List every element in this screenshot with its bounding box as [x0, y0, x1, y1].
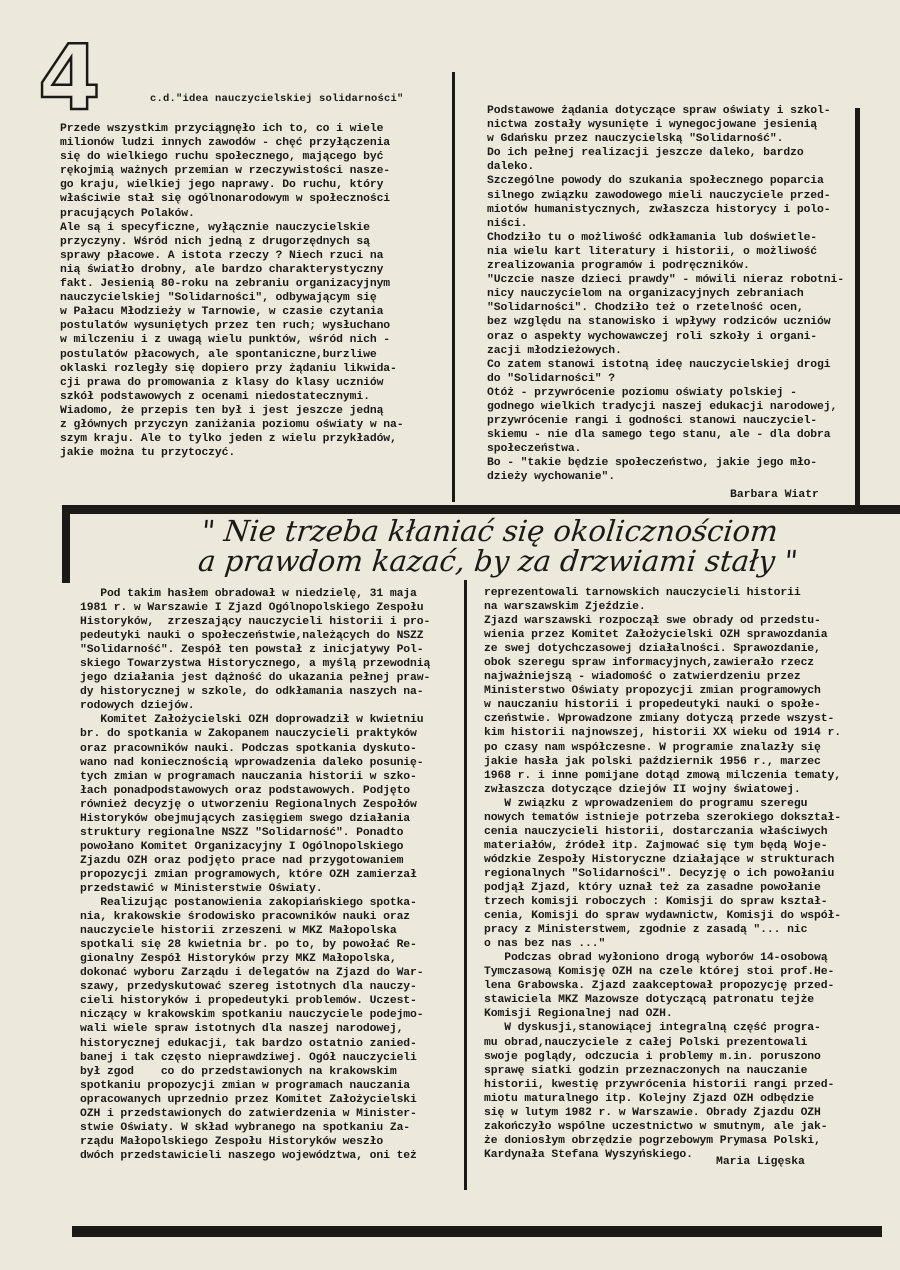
page-number: 4 — [38, 26, 101, 131]
headline-line-2: a prawdom kazać, by za drzwiami stały " — [196, 544, 800, 578]
article2-right-column: reprezentowali tarnowskich nauczycieli historii na warszawskim Zjeździe. Zjazd warszawski rozpoczął swe obrady od przedstu- wienia przez Komitet Założycielski OZH sprawozdania ze swej dotychczasowej działalności. Sprawozdanie, obok szeregu spraw informacyjnych,zawierało rzecz najważniejszą - wiadomość o zatwierdzeniu przez Ministerstwo Oświaty propozycji zmian programowych w nauczaniu historii i propedeutyki nauki o społe- czeństwie. Wprowadzone zmiany dotyczą przede wszyst- kim historii najnowszej, historii XX wieku od 1914 r. po czasy nam współczesne. W programie znalazły się jakie hasła jak polski październik 1956 r., marzec 1968 r. i inne pomijane dotąd zmową milczenia tematy, zwłaszcza dotyczące dziejów II wojny światowej. W związku z wprowadzeniem do programu szeregu nowych tematów istnieje potrzeba szerokiego dokształ- cenia nauczycieli historii, dostarczania właściwych materiałów, źródeł itp. Zajmować się tym będą Woje- wódzkie Zespoły Historyczne działające w strukturach regionalnych "Solidarności". Decyzję o ich powołaniu podjął Zjazd, który uznał też za zasadne powołanie trzech komisji roboczych : Komisji do spraw kształ- cenia, Komisji do spraw wydawnictw, Komisji do współ- pracy z Ministerstwem, zgodnie z zasadą "... nic o nas bez nas ..." Podczas obrad wyłoniono drogą wyborów 14-osobową Tymczasową Komisję OZH na czele której stoi prof.He- lena Grabowska. Zjazd zaakceptował propozycję przed- stawiciela MKZ Mazowsze dotyczącą patronatu tejże Komisji Regionalnej nad OZH. W dyskusji,stanowiącej integralną część progra- mu obrad,nauczyciele z całej Polski prezentowali swoje poglądy, odczucia i problemy m.in. poruszono sprawę siatki godzin przeznaczonych na nauczanie historii, kwestię przywrócenia historii rangi przed- miotu maturalnego itp. Kolejny Zjazd OZH odbędzie się w lutym 1982 r. w Warszawie. Obrady Zjazdu OZH zakończyło wspólne uczestnictwo w smutnym, ale jak- że doniosłym obrzędzie pogrzebowym Prymasa Polski, Kardynała Stefana Wyszyńskiego. — [484, 587, 841, 1161]
bottom-rule — [72, 1226, 882, 1237]
article2-headline — [197, 516, 802, 576]
article1-left-column: Przede wszystkim przyciągnęło ich to, co i wiele milionów ludzi innych zawodów - chęć przyłączenia się do wielkiego ruchu społecznego, mającego być rękojmią ważnych przemian w rzeczywistości nasze- go kraju, wielkiej jego naprawy. Do ruchu, który właściwie stał się ogólnonarodowym w społeczności pracujących Polaków. Ale są i specyficzne, wyłącznie nauczycielskie przyczyny. Wśród nich jedną z drugorzędnych są sprawy płacowe. A istota rzeczy ? Niech rzuci na nią światło drobny, ale bardzo charakterystyczny fakt. Jesienią 80-roku na zebraniu organizacyjnym nauczycielskiej "Solidarności", odbywającym się w Pałacu Młodzieży w Tarnowie, w czasie czytania postulatów wysuniętych przez ten ruch; wysłuchano w milczeniu i z uwagą wielu punktów, wśród nich - postulatów płacowych, ale spontaniczne,burzliwe oklaski rozległy się dopiero przy żądaniu likwida- cji prawa do promowania z klasy do klasy uczniów szkół podstawowych z ocenami niedostatecznymi. Wiadomo, że przepis ten był i jest jeszcze jedną z głównych przyczyn zaniżania poziomu oświaty w na- szym kraju. Ale to tylko jeden z wielu przykładów, jakie można tu przytoczyć. — [60, 123, 404, 460]
article1-signature: Barbara Wiatr — [730, 489, 819, 501]
column-divider-bottom — [464, 580, 467, 1190]
article2-left-column: Pod takim hasłem obradował w niedzielę, 31 maja 1981 r. w Warszawie I Zjazd Ogólnopolskiego Zespołu Historyków, zrzeszający nauczycieli historii i pro- pedeutyki nauki o społeczeństwie,należących do NSZZ "Solidarność". Zespół ten powstał z inicjatywy Pol- skiego Towarzystwa Historycznego, a myślą przewodnią jego działania jest dążność do ukazania pełnej praw- dy historycznej w szkole, do odkłamania naszych na- rodowych dziejów. Komitet Założycielski OZH doprowadził w kwietniu br. do spotkania w Zakopanem nauczycieli praktyków oraz pracowników nauki. Podczas spotkania dyskuto- wano nad koniecznością wprowadzenia daleko posunię- tych zmian w programach nauczania historii w szko- łach ponadpodstawowych oraz podstawowych. Podjęto również decyzję o utworzeniu Regionalnych Zespołów Historyków obejmujących zasięgiem swego działania struktury regionalne NSZZ "Solidarność". Ponadto powołano Komitet Organizacyjny I Ogólnopolskiego Zjazdu OZH oraz podjęto prace nad przygotowaniem propozycji zmian programowych, które OZH zamierzał przedstawić w Ministerstwie Oświaty. Realizując postanowienia zakopiańskiego spotka- nia, krakowskie środowisko pracowników nauki oraz nauczyciele historii zrzeszeni w MKZ Małopolska spotkali się 28 kwietnia br. po to, by powołać Re- gionalny Zespół Historyków przy MKZ Małopolska, dokonać wyboru Zarządu i delegatów na Zjazd do War- szawy, przedyskutować szereg istotnych dla nauczy- cieli historyków i propedeutyki problemów. Uczest- niczący w krakowskim spotkaniu nauczyciele podejmo- wali wiele spraw istotnych dla naszej narodowej, historycznej edukacji, tak bardzo ostatnio zanied- banej i tak często nieprawdziwej. Ogół nauczycieli był zgod co do przedstawionych na krakowskim spotkaniu propozycji zmian w programach nauczania opracowanych uprzednio przez Komitet Założycielski OZH i przedstawionych do zatwierdzenia w Minister- stwie Oświaty. W skład wybranego na spotkaniu Za- rządu Małopolskiego Zespołu Historyków weszło dwóch przedstawicieli naszego województwa, oni też — [80, 588, 431, 1162]
article1-right-column: Podstawowe żądania dotyczące spraw oświaty i szkol- nictwa zostały wysunięte i wynegocjowane jesienią w Gdańsku przez nauczycielską "Solidarność". Do ich pełnej realizacji jeszcze daleko, bardzo daleko. Szczególne powody do szukania społecznego poparcia silnego związku zawodowego mieli nauczyciele przed- miotów humanistycznych, zwłaszcza historycy i polo- niści. Chodziło tu o możliwość odkłamania lub doświetle- nia wielu kart literatury i historii, o możliwość zrealizowania programów i podręczników. "Uczcie nasze dzieci prawdy" - mówili nieraz robotni- nicy nauczycielom na organizacyjnych zebraniach "Solidarności". Chodziło też o rzetelność ocen, bez względu na stanowisko i wpływy rodziców uczniów oraz o aspekty wychowawczej roli szkoły i organi- zacji młodzieżowych. Co zatem stanowi istotną ideę nauczycielskiej drogi do "Solidarności" ? Otóż - przywrócenie poziomu oświaty polskiej - godnego wielkich tradycji naszej edukacji narodowej, przywrócenie rangi i godności stanowi nauczyciel- skiemu - nie dla samego tego stanu, ale - dla dobra społeczeństwa. Bo - "takie będzie społeczeństwo, jakie jego mło- dzieży wychowanie". — [487, 105, 844, 484]
headline-line-1: " Nie trzeba kłaniać się okolicznościom — [199, 514, 780, 548]
column-divider-top — [452, 72, 455, 502]
box-border-right — [855, 108, 860, 514]
continued-heading: c.d."idea nauczycielskiej solidarności" — [150, 93, 404, 105]
article2-signature: Maria Ligęska — [716, 1156, 805, 1168]
